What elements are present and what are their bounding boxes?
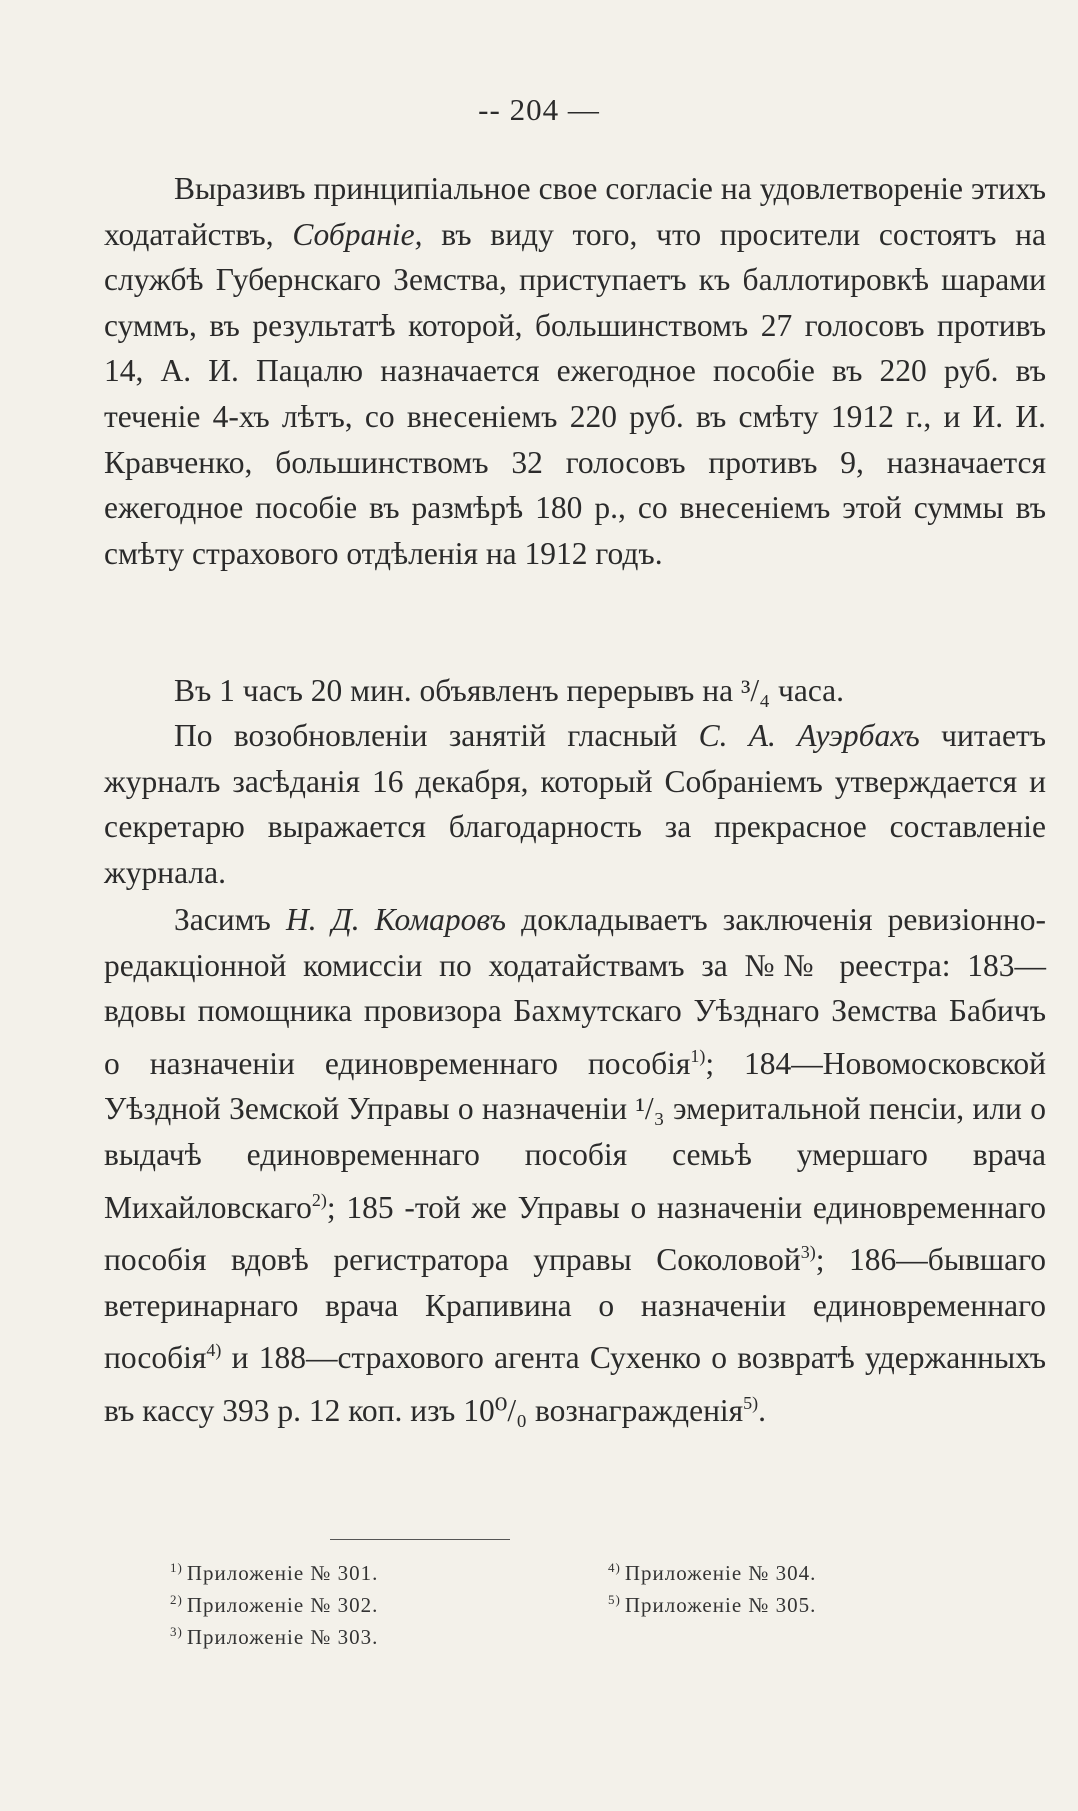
footnote-2: $^{2)}$ Приложеніе № 302.: [170, 1592, 379, 1617]
footnote-ref-2: 2): [311, 1189, 327, 1210]
footnote-1: $^{1)}$ Приложеніе № 301.: [170, 1560, 379, 1585]
page-number: -- 204 —: [478, 92, 600, 127]
footnote-ref-5: 5): [743, 1392, 759, 1413]
footnote-ref-1: 1): [690, 1045, 706, 1066]
footnote-separator: [330, 1539, 510, 1540]
italic-auerbach: С. А. Ауэрбахъ: [698, 718, 920, 753]
footnote-ref-4: 4): [206, 1340, 222, 1361]
paragraph-journal: По возобновленіи занятій гласный С. А. Ауэрбахъ читаетъ журналъ засѣданія 16 декабря, который Собраніемъ утверждается и секретарю выражается благодарность за прекрасное составленіе журнала.: [104, 718, 1047, 890]
footnote-4: $^{4)}$ Приложеніе № 304.: [608, 1560, 817, 1585]
footnote-5: $^{5)}$ Приложеніе № 305.: [608, 1592, 817, 1617]
paragraph-komarov: Засимъ Н. Д. Комаровъ докладываетъ заключенія ревизіонно-редакціонной комиссіи по ходатайствамъ за №№ реестра: 183—вдовы помощника провизора Бахмутскаго Уѣзднаго Земства Бабичъ о назначеніи единовременнаго пособія$^{1)}$; 184—Новомосковской Уѣздной Земской Управы о назначеніи ¹/₃ эмеритальной пенсіи, или о выдачѣ единовременнаго пособія семьѣ умершаго врача Михайловскаго$^{2)}$; 185 -той же Управы о назначеніи единовременнаго пособія вдовѣ регистратора управы Соколовой$^{3)}$; 186—бывшаго ветеринарнаго врача Крапивина о назначеніи единовременнаго пособія$^{4)}$ и 188—страхового агента Сухенко о возвратѣ удержанныхъ въ кассу 393 р. 12 коп. изъ 10⁰/₀ вознагражденія$^{5)}$.: [104, 902, 1046, 1428]
paragraph-ballot: Выразивъ принципіальное свое согласіе на удовлетвореніе этихъ ходатайствъ, Собраніе, въ виду того, что просители состоятъ на службѣ Губернскаго Земства, приступаетъ къ баллотировкѣ шарами суммъ, въ результатѣ которой, большинствомъ 27 голосовъ противъ 14, А. И. Пацалю назначается ежегодное пособіе въ 220 руб. въ теченіе 4-хъ лѣтъ, со внесеніемъ 220 руб. въ смѣту 1912 г., и И. И. Кравченко, большинствомъ 32 голосовъ противъ 9, назначается ежегодное пособіе въ размѣрѣ 180 р., со внесеніемъ этой суммы въ смѣту страхового отдѣленія на 1912 годъ.: [104, 171, 1046, 571]
italic-sobranie: Собраніе,: [292, 216, 423, 252]
paragraph-break: Въ 1 часъ 20 мин. объявленъ перерывъ на ³/₄ часа.: [174, 673, 845, 708]
italic-komarov: Н. Д. Комаровъ: [285, 902, 507, 937]
footnote-3: $^{3)}$ Приложеніе № 303.: [170, 1624, 379, 1649]
footnote-ref-3: 3): [800, 1242, 816, 1263]
